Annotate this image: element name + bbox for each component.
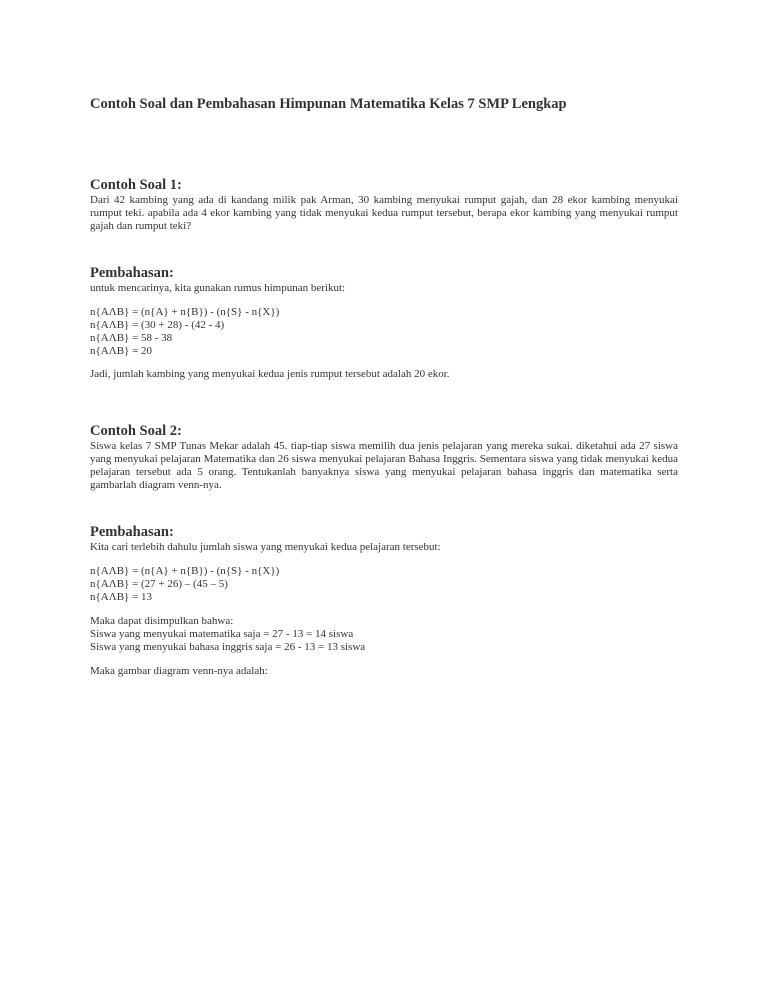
solution-1 xyxy=(90,265,678,381)
formula-line: n{AΛB} = (27 + 26) – (45 – 5) xyxy=(90,578,228,590)
summary-intro: Maka dapat disimpulkan bahwa: xyxy=(90,615,234,627)
summary-line: Siswa yang menyukai matematika saja = 27 - 13 = 14 siswa xyxy=(90,628,354,640)
question-2 xyxy=(90,423,678,492)
solution-1-intro: untuk mencarinya, kita gunakan rumus himpunan berikut: xyxy=(90,282,346,294)
document-page xyxy=(90,95,678,678)
solution-2-closing: Maka gambar diagram venn-nya adalah: xyxy=(90,665,268,677)
solution-2-heading: Pembahasan: xyxy=(90,524,174,540)
formula-line: n{AΛB} = (n{A} + n{B}) - (n{S} - n{X}) xyxy=(90,565,280,577)
document-title: Contoh Soal dan Pembahasan Himpunan Matematika Kelas 7 SMP Lengkap xyxy=(90,96,567,112)
question-1 xyxy=(90,177,678,233)
summary-line: Siswa yang menyukai bahasa inggris saja = 26 - 13 = 13 siswa xyxy=(90,641,366,653)
solution-2 xyxy=(90,524,678,678)
formula-line: n{AΛB} = 20 xyxy=(90,345,153,357)
formula-line: n{AΛB} = (30 + 28) - (42 - 4) xyxy=(90,319,225,331)
formula-line: n{AΛB} = (n{A} + n{B}) - (n{S} - n{X}) xyxy=(90,306,280,318)
question-1-heading: Contoh Soal 1: xyxy=(90,177,182,193)
formula-line: n{AΛB} = 58 - 38 xyxy=(90,332,173,344)
solution-2-intro: Kita cari terlebih dahulu jumlah siswa yang menyukai kedua pelajaran tersebut: xyxy=(90,541,441,553)
question-2-heading: Contoh Soal 2: xyxy=(90,423,182,439)
question-2-text: Siswa kelas 7 SMP Tunas Mekar adalah 45. tiap-tiap siswa memilih dua jenis pelajaran yang mereka sukai. diketahui ada 27 siswa yang menyukai pelajaran Matematika dan 26 siswa menyukai pelajaran Bahasa Inggris. Sementara siswa yang tidak menyukai kedua pelajaran tersebut ada 5 orang. Tentukanlah banyaknya siswa yang menyukai pelajaran bahasa inggris dan matematika serta gambarlah diagram venn-nya. xyxy=(90,440,678,491)
solution-2-formulas xyxy=(90,565,678,604)
formula-line: n{AΛB} = 13 xyxy=(90,591,153,603)
solution-1-heading: Pembahasan: xyxy=(90,265,174,281)
question-1-text: Dari 42 kambing yang ada di kandang milik pak Arman, 30 kambing menyukai rumput gajah, dan 28 ekor kambing menyukai rumput teki. apabila ada 4 ekor kambing yang tidak menyukai kedua rumput tersebut, berapa ekor kambing yang menyukai rumput gajah dan rumput teki? xyxy=(90,194,678,232)
solution-1-formulas xyxy=(90,306,678,358)
solution-1-conclusion: Jadi, jumlah kambing yang menyukai kedua jenis rumput tersebut adalah 20 ekor. xyxy=(90,368,450,380)
solution-2-summary xyxy=(90,615,678,654)
